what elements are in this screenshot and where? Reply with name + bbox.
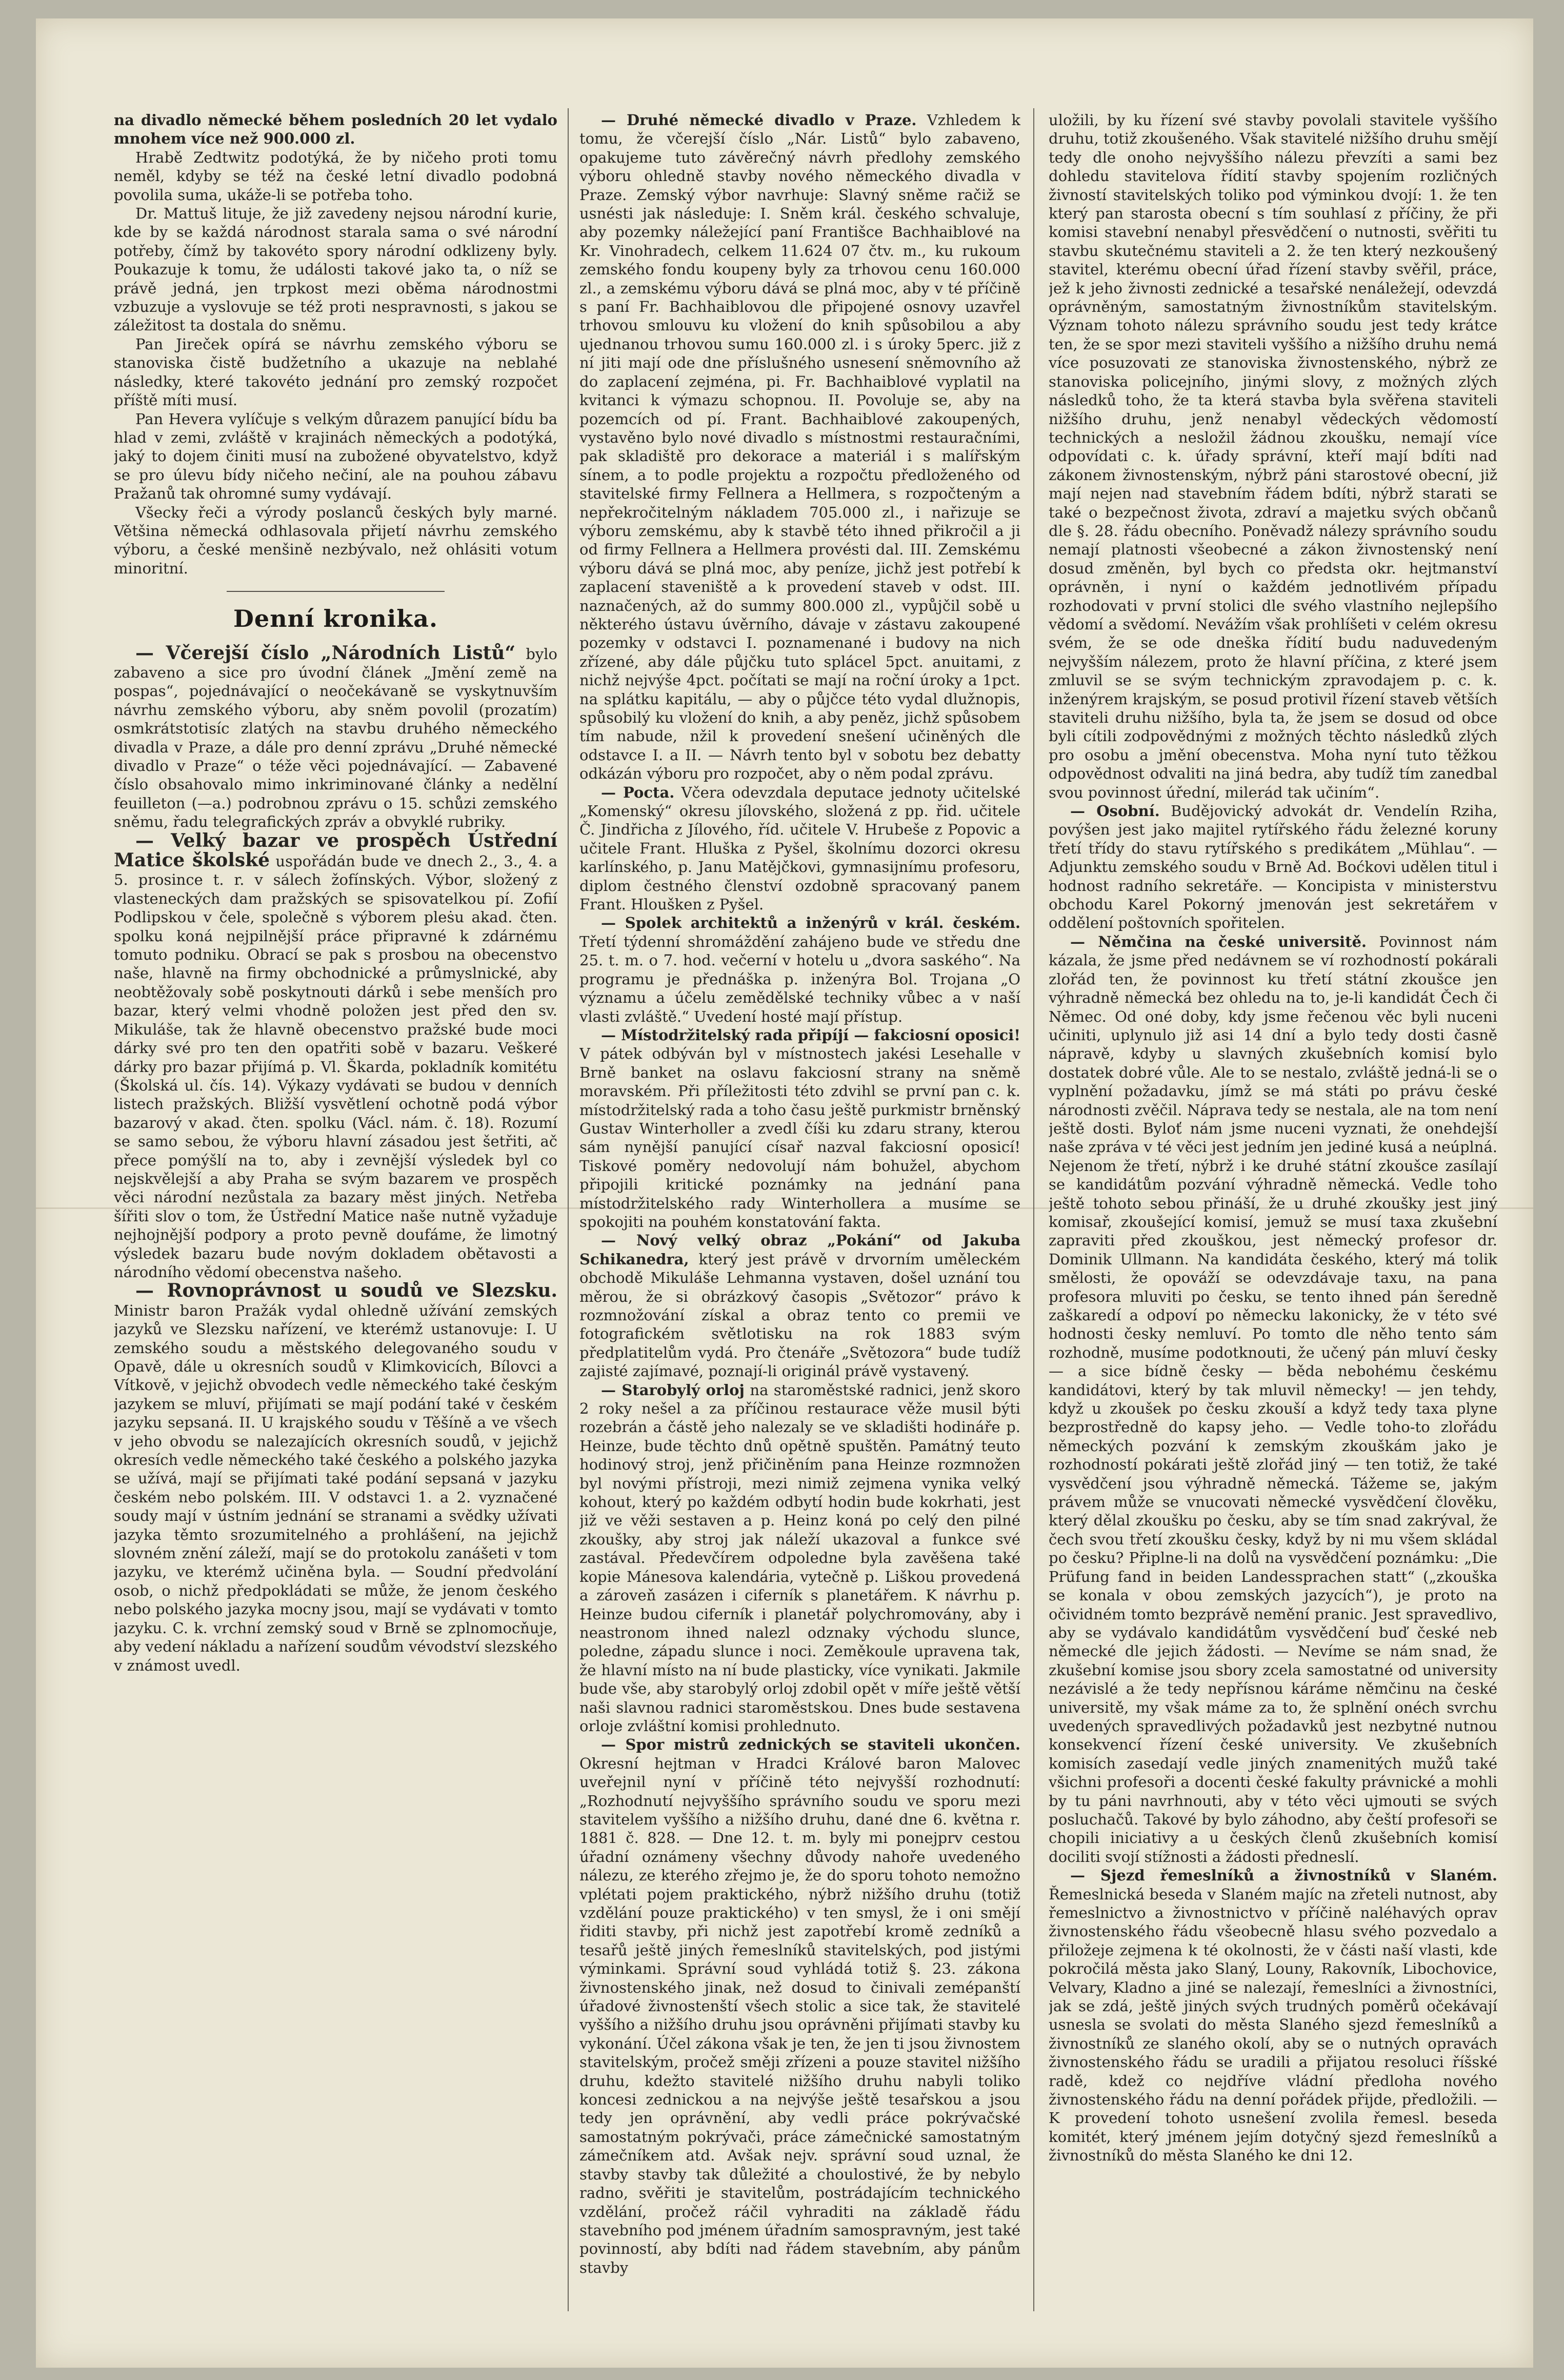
column-rule	[1033, 108, 1034, 2311]
article-text: Řemeslnická beseda v Slaném majíc na zřeteli nutnost, aby řemeslnictvo a živnostnictvo v příčině naléhavých oprav živnostenského řádu všeobecně hlasu svého pozvedalo a přiložeje zejmena k té okolnosti, že v části naší vlasti, kde pokročilá města jako Slaný, Louny, Rakovník, Libochovice, Velvary, Kladno a jiné se nalezají, řemeslníci a živnostníci, jak se zdá, ještě jiných svých trudných poměrů očekávají usnesla se svolati do města Slaného sjezd řemeslníků a živnostníků ze slaného okolí, aby se o nutných opravách živnostenského řádu se uradili a přijatou resoluci říšské radě, kdež co nejdříve vládní předloha nového živnostenského řádu na denní pořádek přijde, předložili. — K provedení tohoto usnešení zvolila řemesl. beseda komitét, který jménem jejím dotyčný sjezd řemeslníků a živnostníků do města Slaného ke dni 12.	[1049, 1885, 1497, 2165]
paragraph: Hrabě Zedtwitz podotýká, že by ničeho proti tomu neměl, kdyby se též na české letní divadlo podobná povolila suma, ukáže-li se potřeba toho.	[114, 148, 557, 204]
article-text: který jest právě v drvorním uměleckém obchodě Mikuláše Lehmanna vystaven, došel uznání tou měrou, že si obrázkový časopis „Světozor“ právo k rozmnožování získal a obraz tento co premii ve fotografickém světlotisku na rok 1883 svým předplatitelům vydá. Pro čtenáře „Světozora“ bude tudíž zajisté zajímavé, poznají-li originál právě vystavený.	[579, 1250, 1020, 1380]
article-title: — Včerejší číslo „Národních Listů“	[135, 642, 516, 664]
separator-rule	[227, 591, 445, 592]
article-text: Povinnost nám kázala, že jsme před nedávnem se ví rozhodností pokárali zlořád ten, že povinnost ku třetí státní zkoušce jen výhradně německá bez ohledu na to, je-li kandidát Čech či Němec. Od oné doby, kdy jsme řečenou věc byli nuceni učiniti, uplynulo již asi 14 dní a bylo tedy dosti časně nápravě, kdyby u slavných zkušebních komisí bylo dostatek dobré vůle. Ale to se nestalo, zvláště jedná-li se o vyplnění požadavku, jímž se má státi po právu české národnosti zvěčil. Náprava tedy se nestala, ale na tom není ještě dosti. Byloť nám jsme nuceni vyznati, že onehdejší naše zpráva v té věci jest jedním jen jediné kusá a neúplná. Nejenom že třetí, nýbrž i ke druhé státní zkoušce zasílají se kandidátům pozvání výhradně německá. Vedle toho ještě tohoto sebou přináší, že u druhé zkoušky jest jiný komisař, zkoušející komisí, jemuž se musí taxa zkušební zapraviti před zkouškou, jest německý profesor dr. Dominik Ullmann. Na kandidáta českého, který má tolik smělosti, že opováží se odevzdávaje taxu, na pana profesora mluviti po česku, se tento ihned pán šeredně zaškaredí a odpoví po německu lakonicky, že v této své hodnosti česky nemluví. Po tomto dle něho tento sám rozhodně, musíme podotknouti, že učený pán mluví česky — a sice bídně česky — běda nebohému českému kandidátovi, který by tak mluvil německy! — jen tehdy, když u zkoušek po česku zkouší a když tedy taxa plyne bezprostředně do kapsy jeho. — Vedle toho-to zlořádu německých pozvání k zemským zkouškám jako je rozhodností pokárati ještě zlořád jiný — ten totiž, že také vysvědčení jsou výhradně německá. Tážeme se, jakým právem může se vnucovati německé vysvědčení člověku, který dělal zkoušku po česku, aby se tím snad zakrýval, že čech svou třetí zkoušku česky, když by ni mu všem skládal po česku? Připlne-li na dolů na vysvědčení poznámku: „Die Prüfung fand in beiden Landessprachen statt“ („zkouška se konala v obou zemských jazycích“), je proto na očividném tomto bezprávě nemění pranic. Jest spravedlivo, aby se vydávalo kandidátům vysvědčení buď české neb německé dle jejich žádosti. — Nevíme se nám snad, že zkušební komise jsou sbory zcela samostatné od university nezávislé a že tedy nepřísnou káráme němčinu na české universitě, my však máme za to, že splnění onéch svrchu uvedených spravedlivých požadavků jest nezbytné nutnou konsekvencí řízení české university. Ve zkušebních komisích zasedají vedle jiných znamenitých mužů také všichni profesoři a docenti české fakulty právnické a mohli by tu páni navrhnouti, aby v této věci ujmouti se svých posluchačů. Takové by bylo záhodno, aby čeští profesoři se chopili iniciativy a u českých členů zkušebních komisí dociliti svojí stížnosti a žádosti předneslí.	[1049, 933, 1497, 1866]
article-title: — Místodržitelský rada připíjí — fakciosní oposici!	[601, 1026, 1020, 1044]
article-title: — Starobylý orloj	[601, 1381, 745, 1399]
article-text: Ministr baron Pražák vydal ohledně užívání zemských jazyků ve Slezsku nařízení, ve kterémž ustanovuje: I. U zemského soudu a městského delegovaného soudu v Opavě, dále u okresních soudů v Klimkovicích, Bílovci a Vítkově, v jejichž obvodech vedle německého také českým jazykem se mluví, přijímati se mají podání také v českém jazyku sepsaná. II. U krajského soudu v Těšíně a ve všech v jeho obvodu se nalezajících okresních soudů, v jejichž okresích vedle německého také českého a polského jazyka se užívá, mají se přijímati také podání sepsaná v jazyku českém nebo polském. III. V odstavci 1. a 2. vyznačené soudy mají v ústním jednání se stranami a svědky užívati jazyka těmto srozumitelného a prohlášení, na jejichž slovném znění záleží, mají se do protokolu zanášeti v tom jazyku, ve kterémž učiněna byla. — Soudní předvolání osob, o nichž předpokládati se může, že jenom českého nebo polského jazyka mocny jsou, mají se vydávati v tomto jazyku. C. k. vrchní zemský soud v Brně se zplnomocňuje, aby vedení nákladu a nařízení soudům vévodství slezského v známost uvedl.	[114, 1301, 557, 1674]
article-title: — Velký bazar ve prospěch Ústřední Matice školské	[114, 829, 557, 871]
article-title: — Pocta.	[601, 783, 675, 801]
article-title: — Osobní.	[1070, 802, 1160, 820]
paragraph: Dr. Mattuš lituje, že již zavedeny nejsou národní kurie, kde by se každá národnost starala sama o své národní potřeby, čímž by takovéto spory národní odklizeny byly. Poukazuje k tomu, že události takové jako ta, o níž se právě jedná, jen trpkost mezi oběma národnostmi vzbuzuje a vyslovuje se též proti nespravnosti, s jakou se záležitost ta dostala do sněmu.	[114, 205, 557, 334]
paragraph: Pan Jireček opírá se návrhu zemského výboru se stanoviska čistě budžetního a ukazuje na neblahé následky, které takovéto jednání pro zemský rozpočet příště míti musí.	[114, 335, 557, 409]
column-3	[1049, 111, 1497, 2311]
paragraph: Pan Hevera vylíčuje s velkým důrazem panující bídu ba hlad v zemi, zvláště v krajinách německých a podotýká, jaký to dojem činiti musí na zubožené obyvatelstvo, když se pro úlevu bídy ničeho nečiní, ale na pouhou zábavu Pražanů tak ohromné sumy vydávají.	[114, 410, 557, 503]
article-text: Vzhledem k tomu, že včerejší číslo „Nár. Listů“ bylo zabaveno, opakujeme tuto závěrečný návrh předlohy zemského výboru ohledně stavby nového německého divadla v Praze. Zemský výbor navrhuje: Slavný sněme račiž se usnésti jak následuje: I. Sněm král. českého schvaluje, aby pozemky náležející paní Františce Bachhaiblové na Kr. Vinohradech, celkem 11.624 07 čtv. m., ku rukoum zemského fondu koupeny byly za trhovou cenu 160.000 zl., a zemskému výboru dává se plná moc, aby v té příčině s paní Fr. Bachhaiblovou dle připojené osnovy uzavřel trhovou smlouvu ku vložení do knih spůsobilou a aby ujednanou trhovou sumu 160.000 zl. i s úroky 5perc. již z ní jiti mají ode dne příslušného usnesení sněmovního až do zaplacení zejména, pi. Fr. Bachhaiblové vyplatil na kvitanci k výmazu schopnou. II. Povoluje se, aby na pozemcích od pí. Frant. Bachhaiblové zakoupených, vystavěno bylo nové divadlo s místnostmi restauračními, pak skladiště pro dekorace a materiál i s malířským sínem, a to podle projektu a rozpočtu předloženého od stavitelské firmy Fellnera a Hellmera, s rozpočteným a nepřekročitelným nákladem 705.000 zl., i nařizuje se výboru zemskému, aby k stavbě této ihned přikročil a ji od firmy Fellnera a Hellmera provésti dal. III. Zemskému výboru dává se plná moc, aby peníze, jichž jest potřebí k zaplacení staveniště a k provedení staveb v odst. III. naznačených, až do summy 800.000 zl., vypůjčil sobě u některého ústavu úvěrního, dávaje v zástavu zakoupené pozemky v odstavci I. poznamenané i budovy na nich zřízené, aby dále půjčku tuto splácel 5pct. anuitami, z nichž nejvýše 4pct. počítati se mají na roční úroky a 1pct. na splátku kapitálu, — aby o půjčce této vydal dlužnopis, spůsobilý ku vložení do knih, a aby peněz, jichž spůsobem tím nabude, nžil k provedení snešení učiněných dle odstavce I. a II. — Návrh tento byl v sobotu bez debatty odkázán výboru pro rozpočet, aby o něm podal zprávu.	[579, 111, 1020, 783]
column-1	[114, 111, 557, 2311]
article-text: V pátek odbýván byl v místnostech jakési Lesehalle v Brně banket na oslavu fakciosní strany na sněmě moravském. Při příležitosti této zdvihl se první pan c. k. místodržitelský rada a toho času ještě purkmistr brněnský Gustav Winterholler a zvedl číši ku zdaru strany, kterou sám nynější panující císař nazval fakciosní oposicí! Tiskové poměry nedovolují nám bohužel, abychom připojili kritické poznámky na jednání pana místodržitelského rady Winterhollera a musíme se spokojiti na pouhém konstatování fakta.	[579, 1045, 1020, 1231]
article-title: — Sjezd řemeslníků a živnostníků v Slaném.	[1070, 1867, 1497, 1885]
newspaper-page	[36, 18, 1533, 2368]
article-title: — Němčina na české universitě.	[1070, 933, 1367, 950]
paragraph: Všecky řeči a výrody poslanců českých byly marné. Většina německá odhlasovala přijetí návrhu zemského výboru, a české menšině nezbývalo, než ohlásiti votum minoritní.	[114, 503, 557, 577]
article-text: bylo zabaveno a sice pro úvodní článek „Jmění země na pospas“, pojednávající o neočekávaně se vyskytnuvším návrhu zemského výboru, aby sněm povolil (prozatím) osmkrátstotisíc zlatých na stavbu druhého německého divadla v Praze, a dále pro denní zprávu „Druhé německé divadlo v Praze“ o téže věci pojednávající. — Zabavené číslo obsahovalo mimo inkriminované články a nedělní feuilleton (—a.) podrobnou zprávu o 15. schůzi zemského sněmu, řadu telegrafických zpráv a obvyklé rubriky.	[114, 645, 557, 831]
column-rule	[568, 108, 569, 2311]
paragraph: na divadlo německé během posledních 20 let vydalo mnohem více než 900.000 zl.	[114, 111, 557, 148]
article-text: Okresní hejtman v Hradci Králové baron Malovec uveřejnil nyní v příčině této nejvyšší rozhodnutí: „Rozhodnutí nejvyššího správního soudu ve sporu mezi stavitelem vyššího a nižšího druhu, dané dne 6. května r. 1881 č. 828. — Dne 12. t. m. byly mi ponejprv cestou úřadní oznámeny všechny důvody nahoře uvedeného nálezu, ze kterého zřejmo je, že do sporu tohoto nemožno vplétati pojem praktického, nýbrž nižšího druhu (totiž vzdělání pouze praktického) v ten smysl, že i oni smějí řiditi stavby, při nichž jest zapotřebí kromě zedníků a tesařů ještě jiných řemeslníků stavitelských, pod jistými výminkami. Správní soud vyhládá totiž §. 23. zákona živnostenského jinak, než dosud to činivali zemépanští úřadové živnostenští všech stolic a sice tak, že stavitelé vyššího a nižšího druhu jsou oprávněni přijímati stavby ku vykonání. Účel zákona však je ten, že jen ti jsou živnostem stavitelským, pročež směji zřízeni a pouze stavitel nižšího druhu, kdežto stavitelé nižšího druhu nabyli toliko koncesi zednickou a na nejvýše ještě tesařskou a jsou tedy jen oprávnění, aby vedli práce pokrývačské samostatným pokrývači, práce zámečnické samostatným zámečníkem atd. Avšak nejv. správní soud uznal, že stavby stavby tak důležité a choulostivé, že by nebylo radno, svěřiti je stavitelům, postrádajícím technického vzdělání, pročež ráčil vyhraditi na základě řádu stavebního pod jménem úřadním samospravným, jest také povinností, aby bdíti nad řádem stavebním, aby pánům stavby	[579, 1754, 1020, 2276]
column-2	[579, 111, 1020, 2311]
article-title: — Spolek architektů a inženýrů v král. českém.	[601, 914, 1020, 932]
article-title: — Spor mistrů zednických se staviteli ukončen.	[601, 1736, 1020, 1754]
article-text: Třetí týdenní shromáždění zahájeno bude ve středu dne 25. t. m. o 7. hod. večerní v hotelu u „dvora saského“. Na programu je přednáška p. inženýra Bol. Trojana „O významu a účelu zemědělské techniky vůbec a v naší vlasti zvláště.“ Uvedení hosté mají přístup.	[579, 933, 1020, 1025]
article-title: — Druhé německé divadlo v Praze.	[601, 111, 917, 129]
article-title: — Nový velký obraz „Pokání“ od Jakuba Schikanedra,	[579, 1232, 1020, 1268]
section-heading: Denní kronika.	[233, 605, 438, 633]
article-title: — Rovnoprávnost u soudů ve Slezsku.	[135, 1280, 557, 1302]
article-text: na staroměstské radnici, jenž skoro 2 roky nešel a za příčinou restaurace věže musil býti rozebrán a částě jeho nalezaly se ve skladišti hodináře p. Heinze, bude těchto dnů opětně spuštěn. Památný teuto hodinový stroj, jenž přičiněním pana Heinze rozmnožen byl novými přístroji, mezi nimiž zejmena vynika velký kohout, který po každém odbytí hodin bude kokrhati, jest již ve věži sestaven a p. Heinz koná po celý den pilné zkoušky, aby stroj jak náleží ukazoval a funkce své zastával. Předevčírem odpoledne byla zavěšena také kopie Mánesova kalendária, vytečně p. Liškou provedená a zároveň zasázen i ciferník s planetářem. K návrhu p. Heinze budou ciferník i planetář polychromovány, aby i neastronom ihned nalezl odznaky východu slunce, poledne, západu slunce i noci. Zeměkoule upravena tak, že hlavní místo na ní bude plasticky, více vynikati. Jakmile bude vše, aby starobylý orloj zdobil opět v míře ještě větší naši slavnou radnici staroměstskou. Dnes bude sestavena orloje zvláštní komisi prohlednuto.	[579, 1381, 1020, 1735]
paragraph: uložili, by ku řízení své stavby povolali stavitele vyššího druhu, totiž zkoušeného. Však stavitelé nižšího druhu smějí tedy dle onoho nejvyššího nálezu převzíti a sami bez dohledu stavitelova řídití stavby spojením rozličných živností stavitelských toliko pod výminkou dvojí: 1. že ten který pan starosta obecní s tím souhlasí z příčiny, že při komisi stavební nenabyl přesvědčení o nutnosti, svěřiti tu stavbu skutečnému staviteli a 2. že ten který nezkoušený stavitel, kterému obecní úřad řízení stavby svěřil, práce, jež k jeho živnosti zednické a tesařské nenáležejí, odevzdá oprávněným, samostatným živnostníkům stavitelským. Význam tohoto nálezu správního soudu jest tedy krátce ten, že se spor mezi staviteli vyššího a nižšího druhu nemá více posuzovati ze stanoviska živnostenského, nýbrž ze stanoviska policejního, jinými slovy, z možných zlých následků toho, že ta která stavba byla svěřena staviteli nižšího druhu, jenž nenabyl vědeckých vědomostí technických a nesložil žádnou zkoušku, nemají více odpovídati c. k. úřady správní, kteří mají bdíti nad zákonem živnostenským, nýbrž páni starostové obecní, již mají nejen nad stavebním řádem bdíti, nýbrž starati se také o bezpečnost života, zdraví a majetku svých občanů dle §. 28. řádu obecního. Poněvadž nálezy správního soudu nemají platnosti všeobecné a zákon živnostenský není dosud změněn, byl bych co předsta okr. hejtmanství oprávněn, i nyní o každém jednotlivém případu rozhodovati v první stolici dle svého vlastního nejlepšího vědomí a svědomí. Nevážím však prohlíšeti v celém okresu svém, že se ode dneška řídití budu naduvedeným nejvyšším nálezem, proto že hlavní příčina, z které jsem zmluvil se se svým technickým zpravodajem p. c. k. inženýrem krajským, se posud protivil řízení staveb větších staviteli druhu nižšího, byla ta, že jsem se dosud od obce byli cítili zodpovědnými z možných těchto následků zlých pro osobu a jmění obecenstva. Moha nyní tuto těžkou odpovědnost odvaliti na jiná bedra, aby tudíž tím zanedbal svou povinnost úřední, milerád tak učiním“.	[1049, 111, 1497, 801]
article-text: Včera odevzdala deputace jednoty učitelské „Komenský“ okresu jílovského, složená z pp. řid. učitele Č. Jindřicha z Jílového, říd. učitele V. Hrubeše z Popovic a učitele Frant. Hluška z Pyšel, školnímu dozorci okresu karlínského, p. Janu Matějčkovi, gymnasijnímu profesoru, diplom čestného členství ozdobně spracovaný panem Frant. Hloušken z Pyšel.	[579, 783, 1020, 914]
article-text: uspořádán bude ve dnech 2., 3., 4. a 5. prosince t. r. v sálech žofínských. Výbor, složený z vlasteneckých dam pražských se spisovatelkou pí. Zofií Podlipskou v čele, společně s výborem pleṡu akad. čten. spolku koná nejpilnější práce připravné k zdárnému tomuto podniku. Obrací se pak s prosbou na obecenstvo naše, hlavně na firmy obchodnické a průmyslnické, aby neobtěžovaly sobě poskytnouti dárků i sebe menších pro bazar, který velmi vhodně položen jest před den sv. Mikuláše, tak že hlavně obecenstvo pražské bude moci dárky své pro ten den opatřiti sobě v bazaru. Veškeré dárky pro bazar přijímá p. Vl. Škarda, pokladník komitétu (Školská ul. čís. 14). Výkazy vydávati se budou v denních listech pražských. Bližší vysvětlení ochotně podá výbor bazarový v akad. čten. spolku (Václ. nám. č. 18). Rozumí se samo sebou, že výboru hlavní zásadou jest šetřiti, ač přece pomýšlí na to, aby i zevnější výsledek byl co nejskvělejší a aby Praha se svým bazarem ve prospěch věci národní nezůstala za bazary měst jiných. Netřeba šířiti slov o tom, že Ústřední Matice naše nutně vyžaduje nejhojnější podpory a proto pevně doufáme, že limotný výsledek bazaru bude novým dokladem obětavosti a národního vědomí obecenstva našeho.	[114, 852, 557, 1281]
article-text: Budějovický advokát dr. Vendelín Rziha, povýšen jest jako majitel rytířského řádu železné koruny třetí třídy do stavu rytířského s predikátem „Mühlau“. — Adjunktu zemského soudu v Brně Ad. Boćkovi udělen titul i hodnost radního sekretáře. — Koncipista v ministerstvu obchodu Karel Pokorný jmenován jest sekretářem v oddělení poštovních spořitelen.	[1049, 802, 1497, 932]
